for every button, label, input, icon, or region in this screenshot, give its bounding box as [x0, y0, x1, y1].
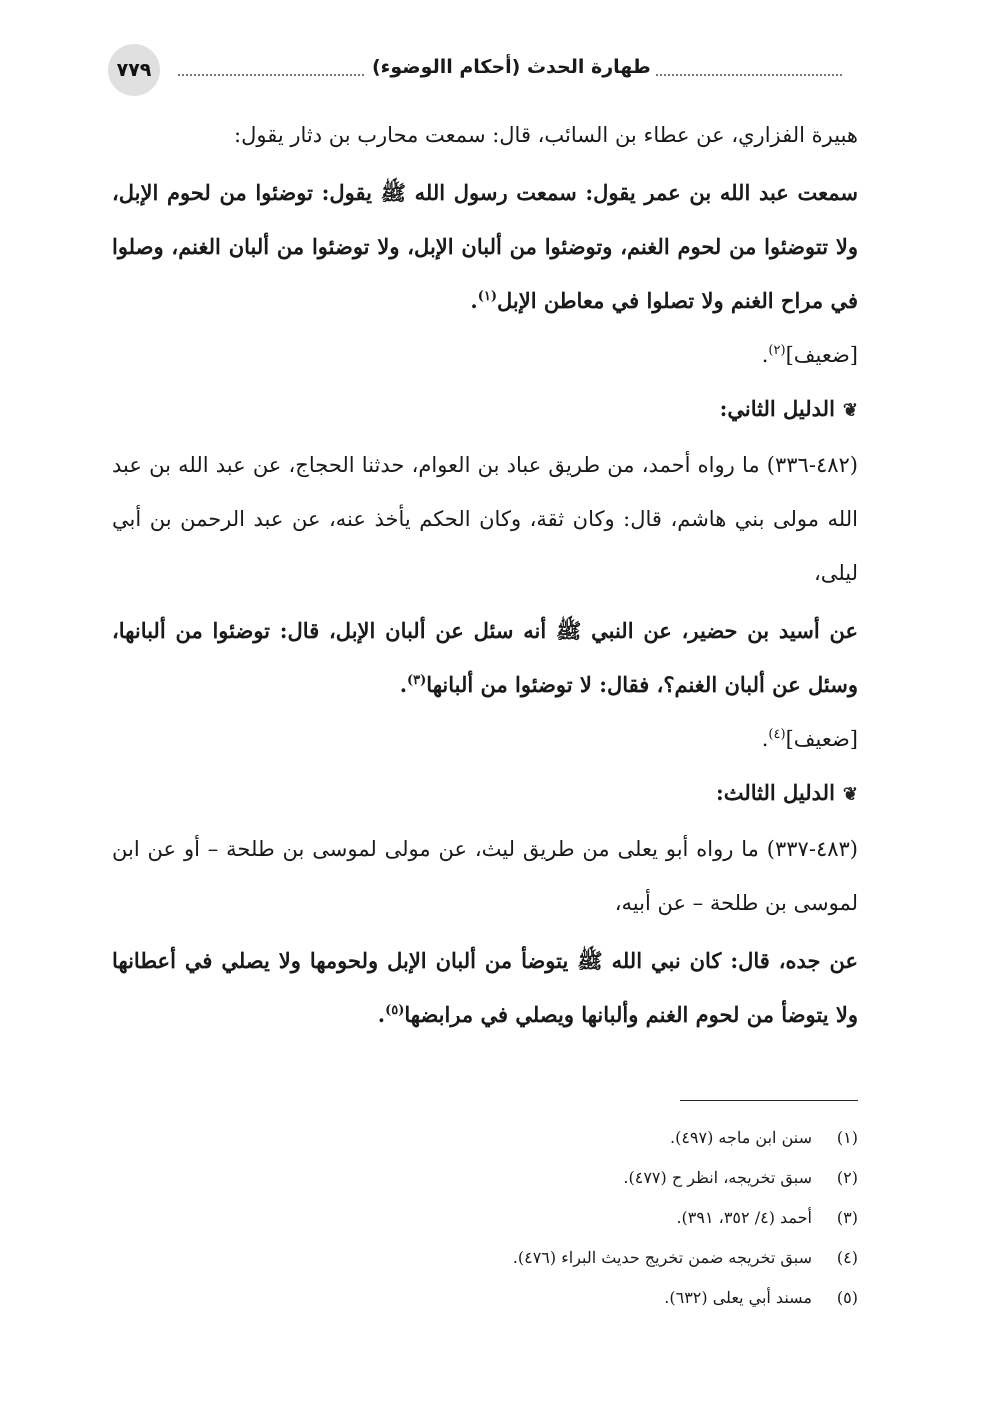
- heading-second-evidence: ❦الدليل الثاني:: [719, 396, 858, 421]
- header-dotted-leader-left: [178, 74, 364, 76]
- heading-third-evidence: ❦الدليل الثالث:: [715, 780, 858, 805]
- paragraph-isnad-3: (٤٨٣-٣٣٧) ما رواه أبو يعلى من طريق ليث، عن مولى لموسى بن طلحة – أو عن ابن لموسى بن طلحة – عن أبيه،: [112, 837, 858, 915]
- page-number-badge: [108, 44, 160, 96]
- footnote-ref-1[interactable]: (١): [477, 289, 497, 304]
- footnote-ref-5[interactable]: (٥): [385, 1003, 405, 1018]
- running-header: [108, 44, 860, 100]
- footnotes: [112, 1118, 858, 1318]
- paragraph-hadith-1: سمعت عبد الله بن عمر يقول: سمعت رسول الله ﷺ يقول: توضئوا من لحوم الإبل، ولا تتوضئوا من لحوم الغنم، وتوضئوا من ألبان الإبل، ولا توضئوا من ألبان الغنم، وصلوا في مراح الغنم ولا تصلوا في معاطن الإبل$^{(١)}$.: [112, 180, 858, 313]
- footnote-separator: [680, 1100, 858, 1101]
- leaf-icon: ❦: [842, 784, 858, 805]
- page-number: ٧٧٩: [116, 59, 152, 81]
- footnote-ref-4[interactable]: (٤): [768, 727, 786, 742]
- footnote-item: (٢) سبق تخريجه، انظر ح (٤٧٧).: [623, 1168, 858, 1187]
- grade-2: [ضعيف]$^{(٤)}$.: [761, 727, 858, 751]
- footnote-item: (١) سنن ابن ماجه (٤٩٧).: [669, 1128, 858, 1147]
- footnote-ref-2[interactable]: (٢): [768, 343, 786, 358]
- paragraph-isnad-2: (٤٨٢-٣٣٦) ما رواه أحمد، من طريق عباد بن العوام، حدثنا الحجاج، عن عبد الله بن عبد الله مولى بني هاشم، قال: وكان ثقة، وكان الحكم يأخذ عنه، عن عبد الرحمن بن أبي ليلى،: [112, 453, 858, 585]
- paragraph-hadith-2: عن أسيد بن حضير، عن النبي ﷺ أنه سئل عن ألبان الإبل، قال: توضئوا من ألبانها، وسئل عن ألبان الغنم؟، فقال: لا توضئوا من ألبانها$^{(٣)}$.: [112, 618, 858, 697]
- paragraph-hadith-3: عن جده، قال: كان نبي الله ﷺ يتوضأ من ألبان الإبل ولحومها ولا يصلي في أعطانها ولا يتوضأ من لحوم الغنم وألبانها ويصلي في مرابضها$^{(٥)}$.: [112, 948, 858, 1027]
- main-text: [112, 108, 858, 1042]
- grade-1: [ضعيف]$^{(٢)}$.: [761, 343, 858, 367]
- footnote-item: (٣) أحمد (٤/ ٣٥٢، ٣٩١).: [676, 1208, 858, 1227]
- header-dotted-leader-right: [656, 74, 842, 76]
- leaf-icon: ❦: [842, 400, 858, 421]
- footnote-ref-3[interactable]: (٣): [407, 673, 427, 688]
- footnote-item: (٤) سبق تخريجه ضمن تخريج حديث البراء (٤٧٦).: [512, 1248, 858, 1267]
- footnote-item: (٥) مسند أبي يعلى (٦٣٢).: [664, 1288, 858, 1307]
- paragraph-isnad-1: هبيرة الفزاري، عن عطاء بن السائب، قال: سمعت محارب بن دثار يقول:: [234, 123, 858, 147]
- running-title: طهارة الحدث (أحكام االوضوء): [372, 56, 651, 78]
